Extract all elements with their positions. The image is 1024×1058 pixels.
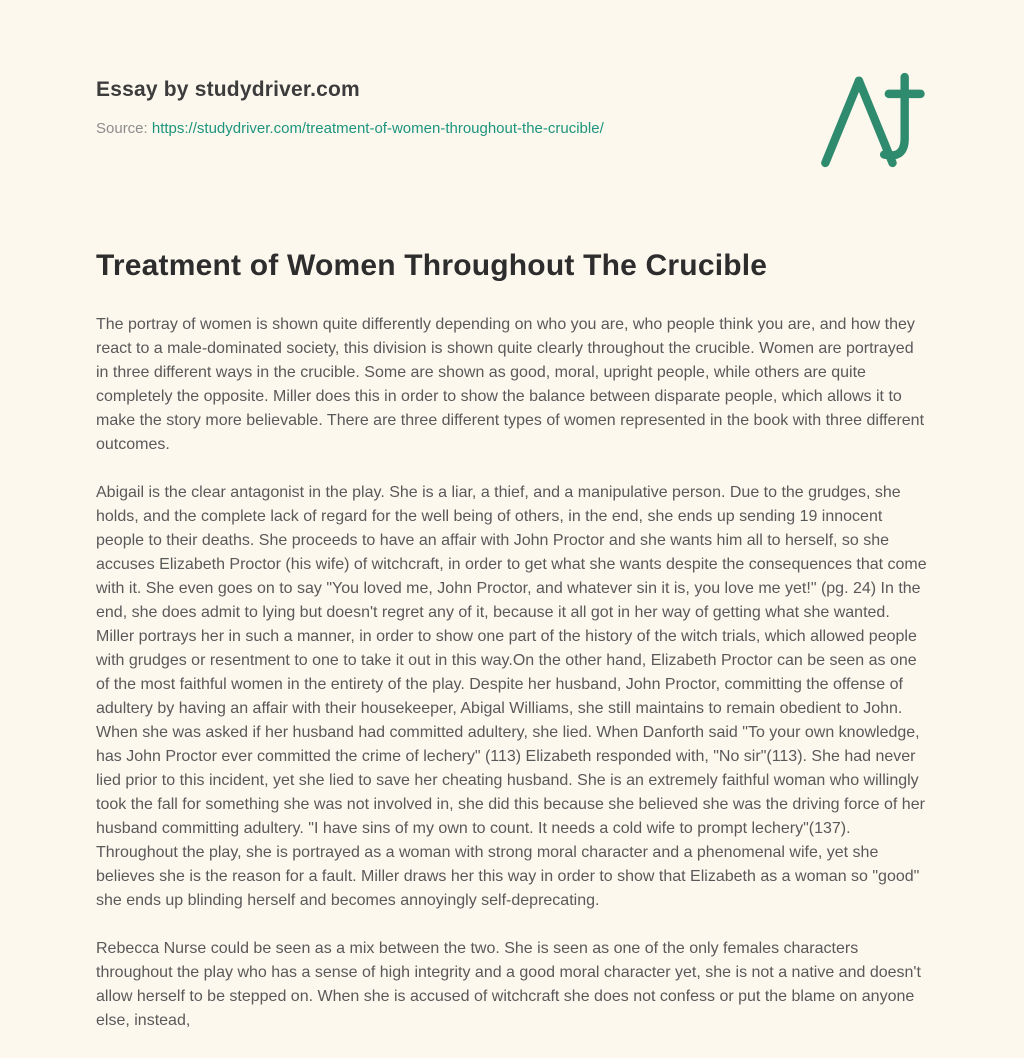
page-header: [96, 78, 928, 137]
essay-paragraph: Rebecca Nurse could be seen as a mix between the two. She is seen as one of the only females characters throughout the play who has a sense of high integrity and a good moral character yet, she is not a native and doesn't allow herself to be stepped on. When she is accused of witchcraft she does not confess or put the blame on anyone else, instead,: [96, 940, 921, 1029]
essay-paragraph: Abigail is the clear antagonist in the play. She is a liar, a thief, and a manipulative person. Due to the grudges, she holds, and the complete lack of regard for the well being of others, in the end, she ends up sending 19 innocent people to their deaths. She proceeds to have an affair with John Proctor and she wants him all to herself, so she accuses Elizabeth Proctor (his wife) of witchcraft, in order to get what she wants despite the consequences that come with it. She even goes on to say "You loved me, John Proctor, and whatever sin it is, you love me yet!" (pg. 24) In the end, she does admit to lying but doesn't regret any of it, because it all got in her way of getting what she wanted. Miller portrays her in such a manner, in order to show one part of the history of the witch trials, which allowed people with grudges or resentment to one to take it out in this way.On the other hand, Elizabeth Proctor can be seen as one of the most faithful women in the entirety of the play. Despite her husband, John Proctor, committing the offense of adultery by having an affair with their housekeeper, Abigal Williams, she still maintains to remain obedient to John. When she was asked if her husband had committed adultery, she lied. When Danforth said "To your own knowledge, has John Proctor ever committed the crime of lechery" (113) Elizabeth responded with, "No sir"(113). She had never lied prior to this incident, yet she lied to save her cheating husband. She is an extremely faithful woman who willingly took the fall for something she was not involved in, she did this because she believed she was the driving force of her husband committing adultery. "I have sins of my own to count. It needs a cold wife to prompt lechery"(137). Throughout the play, she is portrayed as a woman with strong moral character and a phenomenal wife, yet she believes she is the reason for a fault. Miller draws her this way in order to show that Elizabeth as a woman so "good" she ends up blinding herself and becomes annoyingly self-deprecating.: [96, 484, 927, 909]
source-label: Source:: [96, 120, 148, 137]
studydriver-logo-icon: [816, 70, 928, 170]
essay-paragraph: The portray of women is shown quite differently depending on who you are, who people think you are, and how they react to a male-dominated society, this division is shown quite clearly throughout the crucible. Women are portrayed in three different ways in the crucible. Some are shown as good, moral, upright people, while others are quite completely the opposite. Miller does this in order to show the balance between disparate people, which allows it to make the story more believable. There are three different types of women represented in the book with three different outcomes.: [96, 316, 925, 453]
source-url-link[interactable]: https://studydriver.com/treatment-of-women-throughout-the-crucible/: [151, 120, 604, 137]
essay-body: [96, 313, 928, 1033]
source-line: [96, 120, 928, 137]
essay-byline: Essay by studydriver.com: [96, 78, 360, 101]
essay-title: Treatment of Women Throughout The Crucible: [96, 249, 768, 282]
